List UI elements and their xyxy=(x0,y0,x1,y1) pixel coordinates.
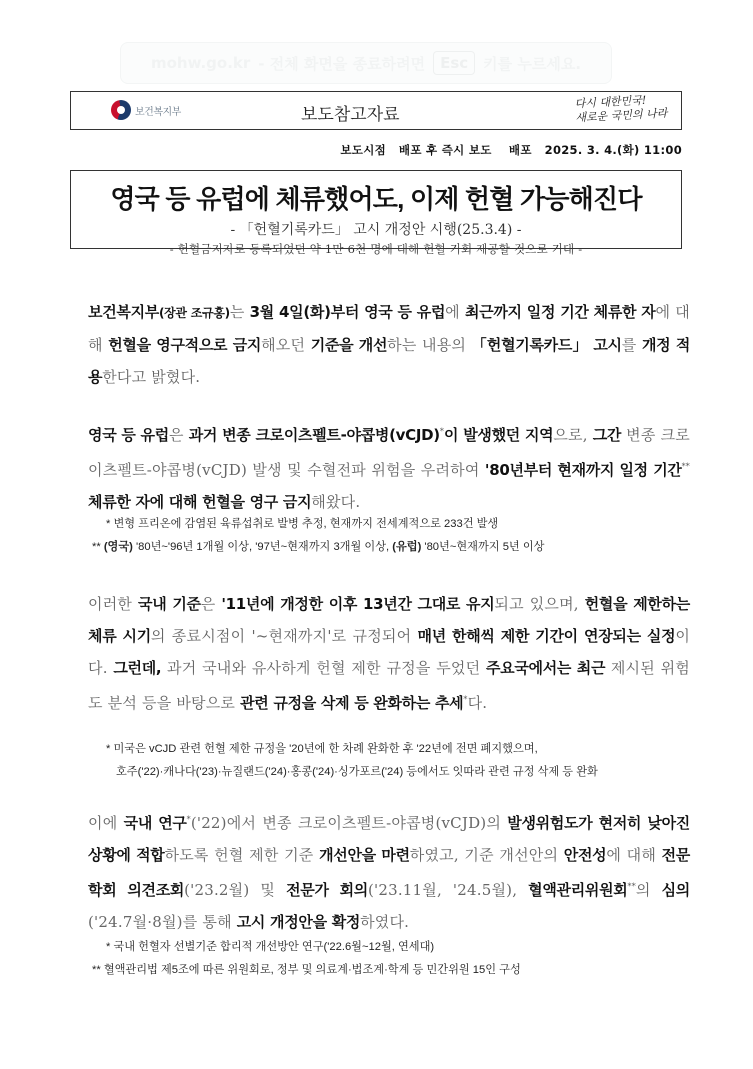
body-text: 를 xyxy=(621,336,642,354)
notice-text-after: 키를 누르세요. xyxy=(483,54,582,73)
notice-text-before: - 전체 화면을 종료하려면 xyxy=(258,54,426,73)
emphasis-text: 이 발생했던 지역 xyxy=(444,426,554,444)
footnote-other-countries: * 미국은 vCJD 관련 헌혈 제한 규정을 '20년에 한 차례 완화한 후 '22년에 전면 폐지했으며, xyxy=(106,743,538,755)
footnotes-1 xyxy=(92,513,690,559)
body-text: 으로, xyxy=(553,426,593,444)
emphasis-text: 혈액관리위원회 xyxy=(528,881,628,899)
subheadline-2: - 헌혈금지자로 등록되었던 약 1만 6천 명에 대해 헌혈 기회 제공할 것으로 기대 - xyxy=(169,242,583,256)
emphasis-text: 전문학회 의견조회 xyxy=(88,846,690,899)
footnotes-3 xyxy=(92,936,690,982)
body-text: 의 xyxy=(635,881,662,899)
subheadline: - 「헌혈기록카드」 고시 개정안 시행(25.3.4) - xyxy=(230,222,522,238)
footnote-marker: * xyxy=(463,695,468,704)
taegeuk-logo-icon xyxy=(111,100,131,120)
body-text: 이다. xyxy=(88,627,691,677)
body-text: 의 종료시점이 '~현재까지'로 규정되어 xyxy=(150,627,418,645)
headline-box xyxy=(70,170,682,256)
slogan-line-2: 새로운 국민의 나라 xyxy=(575,106,668,125)
body-text: 이러한 xyxy=(88,595,139,613)
esc-key-badge: Esc xyxy=(433,51,475,75)
emphasis-text: 3월 4일(화)부터 영국 등 유럽 xyxy=(249,303,446,321)
release-info: 보도시점 배포 후 즉시 보도 배포 2025. 3. 4.(화) 11:00 xyxy=(340,143,682,157)
emphasis-text: 고시 개정안을 확정 xyxy=(236,913,361,931)
emphasis-text: 발생위험도가 현저히 낮아진 상황에 적합 xyxy=(88,814,690,864)
footnote-vcjd: * 변형 프리온에 감염된 육류섭취로 발병 추정, 현재까지 전세계적으로 233건 발생 xyxy=(106,518,499,530)
eu-label: (유럽) xyxy=(392,541,422,553)
slogan-line-1: 다시 대한민국! xyxy=(574,93,647,111)
paragraph-4 xyxy=(70,804,690,938)
paragraph-2 xyxy=(70,416,690,518)
emphasis-text: 「헌혈기록카드」 고시 xyxy=(471,336,622,354)
footnote-blood-committee: ** 혈액관리법 제5조에 따른 위원회로, 정부 및 의료계·법조계·학계 등 민간위원 15인 구성 xyxy=(92,964,521,976)
body-text: 은 xyxy=(200,595,222,613)
emphasis-text: 전문가 회의 xyxy=(286,881,368,899)
body-text: 되고 있으며, xyxy=(494,595,585,613)
body-text: 는 xyxy=(229,303,250,321)
emphasis-text: '80년부터 현재까지 일정 기간 xyxy=(484,461,682,479)
emphasis-text: 기준을 개선 xyxy=(310,336,388,354)
body-text: 제시된 위험도 분석 등을 바탕으로 xyxy=(88,659,690,712)
emphasis-text: 체류한 자에 대해 헌혈을 영구 금지 xyxy=(88,493,312,511)
emphasis-text: 안전성 xyxy=(563,846,607,864)
emphasis-text: 영국 등 유럽 xyxy=(88,426,169,444)
body-text: ('23.11월, '24.5월), xyxy=(367,881,529,899)
body-text: 에 대해 xyxy=(88,303,690,354)
emphasis-text: 국내 기준 xyxy=(138,595,201,613)
emphasis-text: 개선안을 마련 xyxy=(319,846,410,864)
emphasis-text: 그간 xyxy=(592,426,622,444)
body-text: 다. xyxy=(467,694,488,712)
body-text: 에 대해 xyxy=(606,846,662,864)
footnote-marker: ** xyxy=(92,541,104,553)
paragraph-3 xyxy=(70,588,690,719)
body-text: 하였고, 기준 개선안의 xyxy=(409,846,564,864)
body-text: 해오던 xyxy=(261,336,311,354)
emphasis-text: 보건복지부 xyxy=(88,303,159,321)
eu-period: '80년~현재까지 5년 이상 xyxy=(421,541,545,553)
logo-text: 보건복지부 xyxy=(135,106,181,118)
footnote-domestic-study: * 국내 헌혈자 선별기준 합리적 개선방안 연구('22.6월~12월, 연세대) xyxy=(106,941,435,953)
emphasis-text: 최근까지 일정 기간 체류한 자 xyxy=(464,303,656,321)
fullscreen-exit-notice xyxy=(120,42,612,84)
emphasis-text: 과거 변종 크로이츠펠트-야콥병(vCJD) xyxy=(188,426,440,444)
footnote-residence-period xyxy=(92,536,690,559)
emphasis-text: 그런데, xyxy=(113,659,162,677)
uk-period: '80년~'96년 1개월 이상, '97년~현재까지 3개월 이상, xyxy=(132,541,393,553)
body-text: 하도록 헌혈 제한 기준 xyxy=(164,846,320,864)
footnote-marker: ** xyxy=(627,882,636,891)
body-text: 변종 크로이츠펠트-야콥병(vCJD) 발생 및 수혈전파 위험을 우려하여 xyxy=(88,426,690,479)
document-type: 보도참고자료 xyxy=(301,105,400,125)
body-text: 은 xyxy=(168,426,189,444)
emphasis-text: (장관 조규홍) xyxy=(158,306,230,320)
emphasis-text: 헌혈을 영구적으로 금지 xyxy=(108,336,262,354)
body-text: ('22)에서 변종 크로이츠펠트-야콥병(vCJD)의 xyxy=(190,814,508,832)
emphasis-text: 주요국에서는 최근 xyxy=(485,659,606,677)
body-text: 에 xyxy=(445,303,465,321)
ministry-logo xyxy=(111,100,181,120)
emphasis-text: 국내 연구 xyxy=(123,814,187,832)
footnote-marker: * xyxy=(439,427,445,436)
body-text: ('24.7월·8월)를 통해 xyxy=(88,913,237,931)
press-header xyxy=(70,91,682,130)
footnote-marker: ** xyxy=(681,462,690,471)
slogan xyxy=(574,93,667,126)
body-text: 하는 내용의 xyxy=(387,336,472,354)
emphasis-text: 개정 적용 xyxy=(88,336,691,386)
body-text: 과거 국내와 유사하게 헌혈 제한 규정을 두었던 xyxy=(161,659,486,677)
uk-label: (영국) xyxy=(103,541,133,553)
body-text: 해왔다. xyxy=(311,493,361,511)
emphasis-text: 심의 xyxy=(661,881,690,899)
body-text: 하였다. xyxy=(360,913,410,931)
emphasis-text: '11년에 개정한 이후 13년간 그대로 유지 xyxy=(221,595,495,613)
emphasis-text: 헌혈을 제한하는 체류 시기 xyxy=(88,595,690,645)
paragraph-1 xyxy=(70,296,690,393)
body-text: 이에 xyxy=(88,814,124,832)
footnotes-2 xyxy=(92,738,690,784)
body-text: ('23.2월) 및 xyxy=(184,881,287,899)
body-text: 한다고 밝혔다. xyxy=(102,368,201,386)
footnote-other-countries-cont: 호주('22)·캐나다('23)·뉴질랜드('24)·홍콩('24)·싱가포르('24) 등에서도 잇따라 관련 규정 삭제 등 완화 xyxy=(116,766,598,778)
footnote-marker: * xyxy=(186,815,191,824)
headline: 영국 등 유럽에 체류했어도, 이제 헌혈 가능해진다 xyxy=(110,184,642,214)
notice-domain: mohw.go.kr xyxy=(150,54,251,72)
emphasis-text: 관련 규정을 삭제 등 완화하는 추세 xyxy=(240,694,464,712)
emphasis-text: 매년 한해씩 제한 기간이 연장되는 실정 xyxy=(417,627,676,645)
